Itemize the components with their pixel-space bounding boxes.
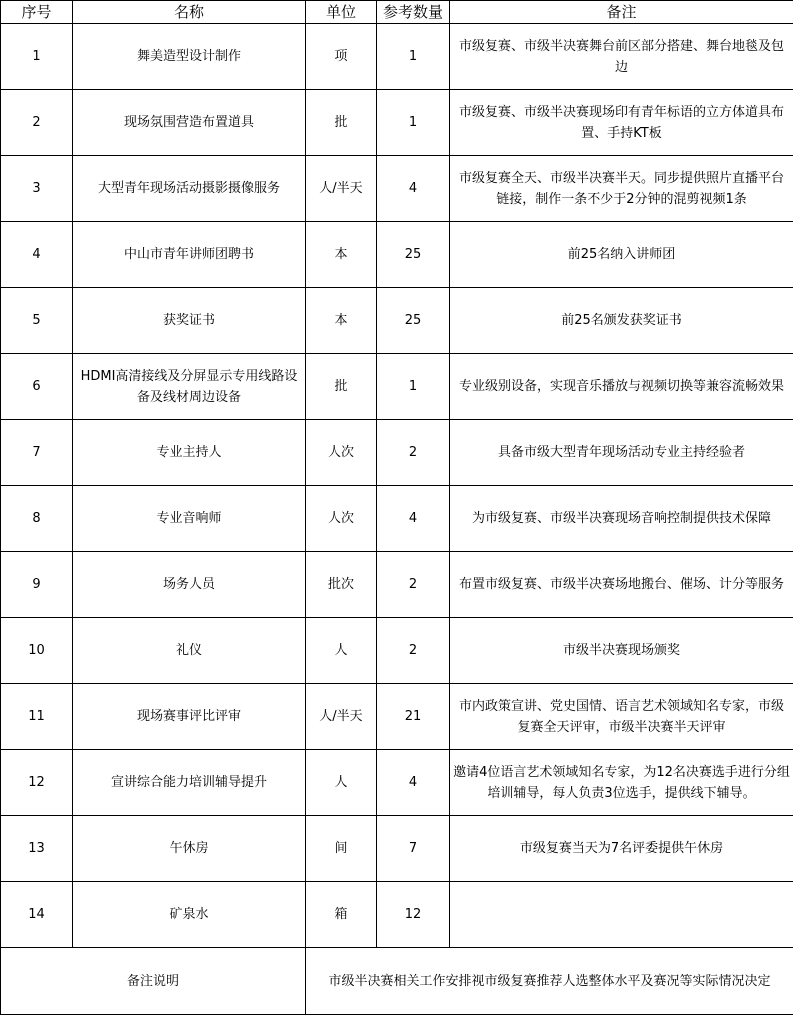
cell-unit: 人次: [306, 486, 377, 552]
table-row: [1, 618, 793, 684]
cell-seq: 12: [1, 750, 73, 816]
cell-qty: 25: [377, 288, 450, 354]
table-row: [1, 552, 793, 618]
cell-qty: 4: [377, 486, 450, 552]
cell-name: 中山市青年讲师团聘书: [73, 222, 306, 288]
table-row: [1, 816, 793, 882]
cell-seq: 10: [1, 618, 73, 684]
table-row: [1, 288, 793, 354]
cell-name: 宣讲综合能力培训辅导提升: [73, 750, 306, 816]
cell-qty: 12: [377, 882, 450, 948]
cell-unit: 间: [306, 816, 377, 882]
cell-name: HDMI高清接线及分屏显示专用线路设备及线材周边设备: [73, 354, 306, 420]
cell-unit: 批: [306, 90, 377, 156]
table-row: [1, 420, 793, 486]
cell-name: 舞美造型设计制作: [73, 24, 306, 90]
cell-qty: 4: [377, 156, 450, 222]
footer-text: 市级半决赛相关工作安排视市级复赛推荐人选整体水平及赛况等实际情况决定: [306, 948, 793, 1015]
cell-name: 大型青年现场活动摄影摄像服务: [73, 156, 306, 222]
cell-name: 礼仪: [73, 618, 306, 684]
header-qty: 参考数量: [377, 1, 450, 24]
cell-note: 市级复赛全天、市级半决赛半天。同步提供照片直播平台链接，制作一条不少于2分钟的混剪视频1条: [450, 156, 793, 222]
cell-note: 市级复赛当天为7名评委提供午休房: [450, 816, 793, 882]
cell-qty: 1: [377, 354, 450, 420]
cell-unit: 批: [306, 354, 377, 420]
cell-name: 专业音响师: [73, 486, 306, 552]
cell-seq: 7: [1, 420, 73, 486]
cell-note: 为市级复赛、市级半决赛现场音响控制提供技术保障: [450, 486, 793, 552]
cell-unit: 箱: [306, 882, 377, 948]
cell-name: 矿泉水: [73, 882, 306, 948]
table-row: [1, 882, 793, 948]
cell-note: 市内政策宣讲、党史国情、语言艺术领域知名专家，市级复赛全天评审，市级半决赛半天评审: [450, 684, 793, 750]
cell-unit: 批次: [306, 552, 377, 618]
cell-qty: 7: [377, 816, 450, 882]
table-row: [1, 684, 793, 750]
header-note: 备注: [450, 1, 793, 24]
cell-unit: 人/半天: [306, 684, 377, 750]
header-unit: 单位: [306, 1, 377, 24]
cell-qty: 1: [377, 24, 450, 90]
cell-unit: 项: [306, 24, 377, 90]
cell-note: 布置市级复赛、市级半决赛场地搬台、催场、计分等服务: [450, 552, 793, 618]
cell-qty: 25: [377, 222, 450, 288]
header-row: [1, 1, 793, 24]
header-seq: 序号: [1, 1, 73, 24]
cell-seq: 9: [1, 552, 73, 618]
cell-name: 专业主持人: [73, 420, 306, 486]
footer-row: [1, 948, 793, 1015]
header-name: 名称: [73, 1, 306, 24]
cell-seq: 4: [1, 222, 73, 288]
table-row: [1, 90, 793, 156]
cell-seq: 11: [1, 684, 73, 750]
table-row: [1, 24, 793, 90]
cell-note: 前25名纳入讲师团: [450, 222, 793, 288]
table-row: [1, 222, 793, 288]
cell-seq: 3: [1, 156, 73, 222]
cell-name: 现场赛事评比评审: [73, 684, 306, 750]
cell-name: 现场氛围营造布置道具: [73, 90, 306, 156]
table-row: [1, 750, 793, 816]
cell-note: 具备市级大型青年现场活动专业主持经验者: [450, 420, 793, 486]
cell-note: 前25名颁发获奖证书: [450, 288, 793, 354]
cell-unit: 人: [306, 618, 377, 684]
table-row: [1, 156, 793, 222]
cell-unit: 本: [306, 222, 377, 288]
cell-qty: 4: [377, 750, 450, 816]
cell-note: 市级半决赛现场颁奖: [450, 618, 793, 684]
table-row: [1, 486, 793, 552]
footer-label: 备注说明: [1, 948, 306, 1015]
cell-seq: 13: [1, 816, 73, 882]
cell-note: 市级复赛、市级半决赛现场印有青年标语的立方体道具布置、手持KT板: [450, 90, 793, 156]
cell-seq: 14: [1, 882, 73, 948]
cell-seq: 6: [1, 354, 73, 420]
cell-qty: 21: [377, 684, 450, 750]
cell-seq: 1: [1, 24, 73, 90]
cell-name: 午休房: [73, 816, 306, 882]
cell-name: 获奖证书: [73, 288, 306, 354]
cell-seq: 5: [1, 288, 73, 354]
cell-qty: 2: [377, 420, 450, 486]
cell-seq: 8: [1, 486, 73, 552]
cell-name: 场务人员: [73, 552, 306, 618]
cell-seq: 2: [1, 90, 73, 156]
cell-unit: 人次: [306, 420, 377, 486]
cell-note: 邀请4位语言艺术领域知名专家，为12名决赛选手进行分组培训辅导，每人负责3位选手，提供线下辅导。: [450, 750, 793, 816]
cell-unit: 人/半天: [306, 156, 377, 222]
cell-unit: 本: [306, 288, 377, 354]
cell-qty: 2: [377, 618, 450, 684]
cell-unit: 人: [306, 750, 377, 816]
cell-qty: 1: [377, 90, 450, 156]
cell-note: [450, 882, 793, 948]
cell-note: 市级复赛、市级半决赛舞台前区部分搭建、舞台地毯及包边: [450, 24, 793, 90]
table-row: [1, 354, 793, 420]
cell-note: 专业级别设备，实现音乐播放与视频切换等兼容流畅效果: [450, 354, 793, 420]
cell-qty: 2: [377, 552, 450, 618]
